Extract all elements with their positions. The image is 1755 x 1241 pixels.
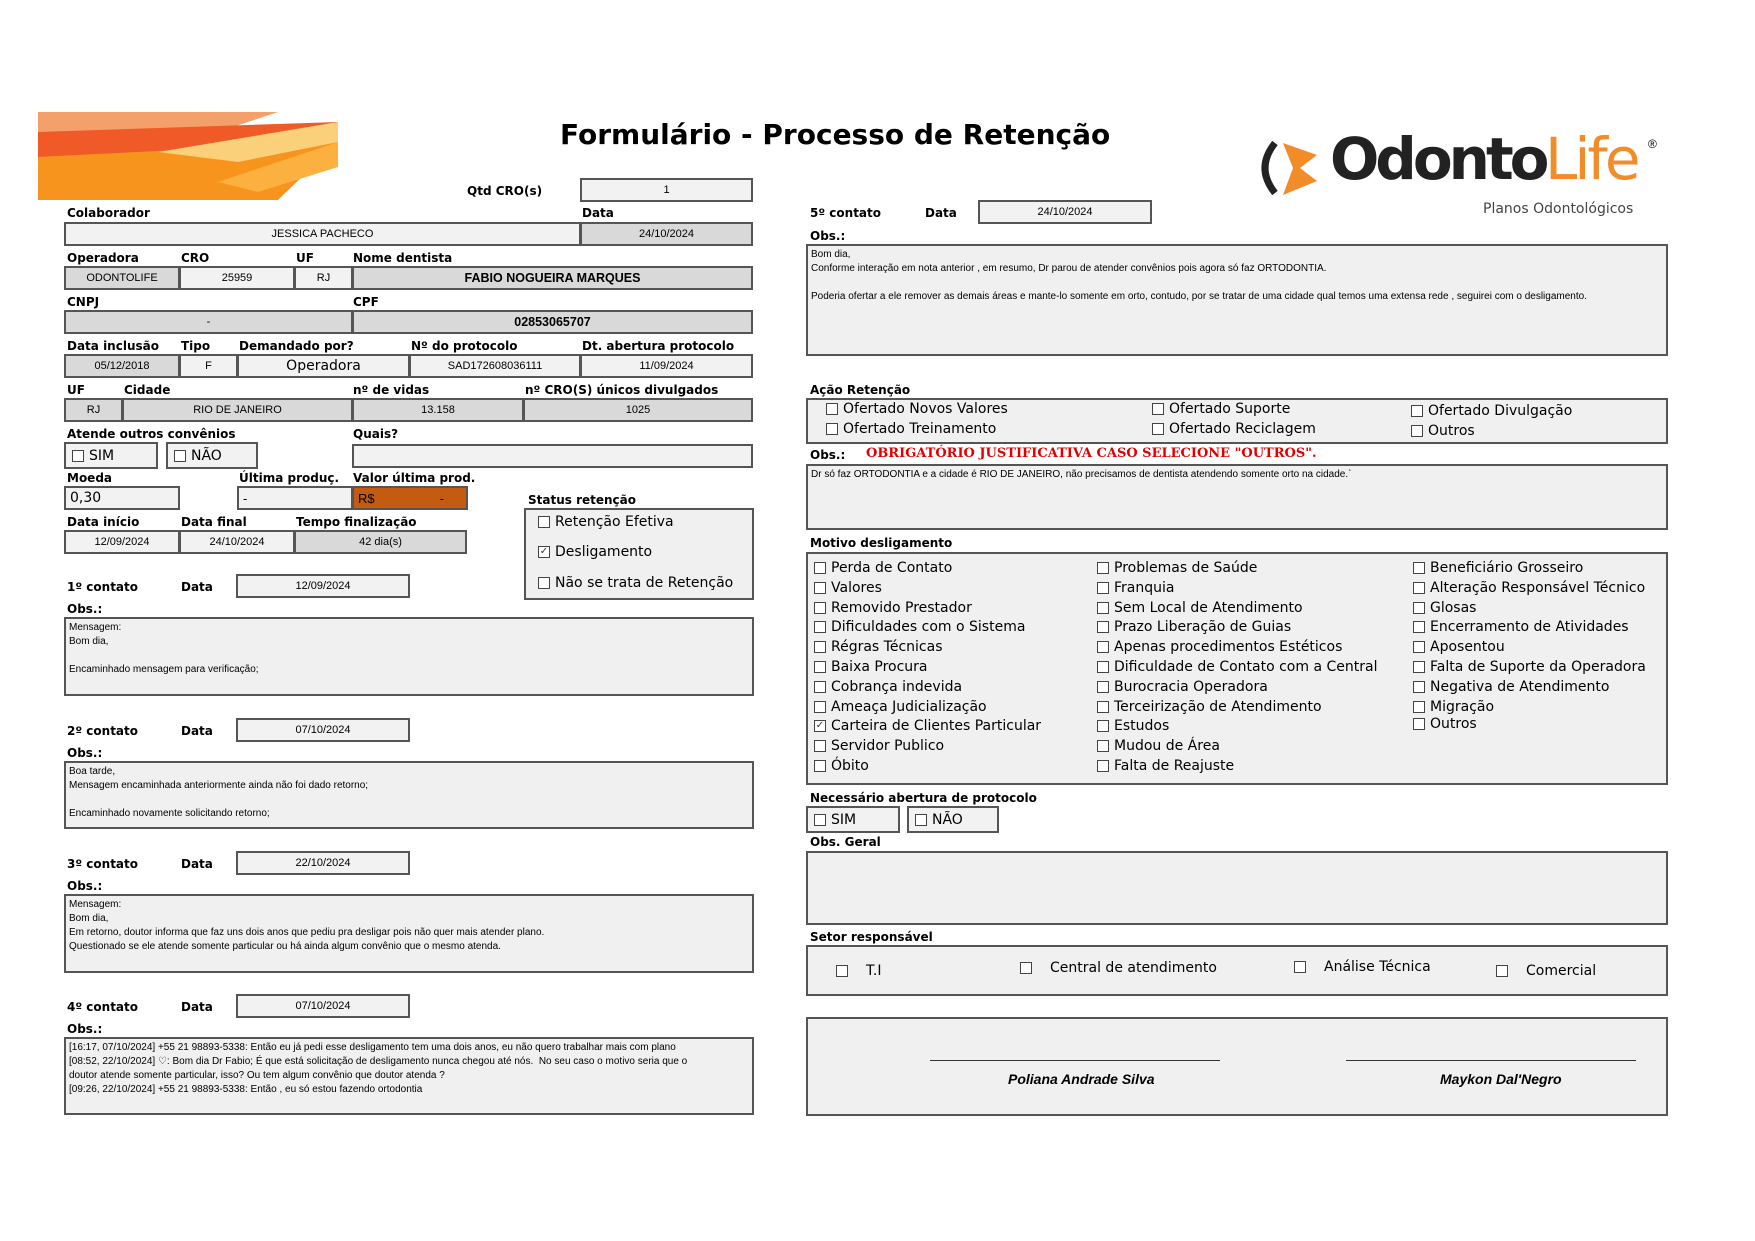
dt-abertura-label: Dt. abertura protocolo (582, 339, 735, 353)
data-label: Data (582, 206, 614, 220)
motivo-label: Outros (1430, 716, 1477, 733)
contato-obs-field[interactable]: Mensagem: Bom dia, Encaminhado mensagem para verificação; (64, 617, 754, 696)
motivo-option[interactable] (1097, 718, 1377, 738)
contato-data-label: Data (181, 724, 213, 738)
status-label: Retenção Efetiva (555, 514, 674, 530)
motivo-label: Removido Prestador (831, 599, 972, 616)
cnpj-field[interactable]: - (64, 310, 353, 334)
motivo-label: Glosas (1430, 599, 1477, 616)
signature-name: Poliana Andrade Silva (1008, 1071, 1155, 1087)
protocolo-nao-label: NÃO (932, 811, 963, 828)
motivo-option[interactable] (1097, 560, 1377, 580)
motivo-option[interactable] (814, 659, 1041, 679)
signature-line (1346, 1060, 1636, 1061)
motivo-label: Valores (831, 579, 882, 596)
motivo-desligamento-label: Motivo desligamento (810, 536, 953, 550)
motivo-option[interactable] (1413, 716, 1646, 736)
acao-option[interactable] (1152, 401, 1290, 417)
valor-currency: R$ (358, 490, 375, 506)
page-title: Formulário - Processo de Retenção (560, 118, 1111, 151)
motivo-label: Burocracia Operadora (1114, 678, 1268, 695)
setor-responsavel-group (806, 945, 1668, 996)
motivo-checkbox[interactable] (814, 641, 826, 653)
motivo-label: Perda de Contato (831, 560, 953, 576)
motivo-option[interactable] (814, 560, 1041, 580)
contato5-data-field[interactable]: 24/10/2024 (978, 200, 1152, 224)
setor-label: Central de atendimento (1050, 960, 1217, 976)
status-option[interactable] (538, 544, 652, 560)
motivo-checkbox[interactable] (1413, 681, 1425, 693)
quais-field[interactable] (352, 444, 753, 468)
motivo-option[interactable] (814, 679, 1041, 699)
logo-text-odonto: Odonto (1330, 125, 1546, 193)
motivo-label: Problemas de Saúde (1114, 560, 1258, 576)
contato-obs-field[interactable]: Mensagem: Bom dia, Em retorno, doutor informa que faz uns dois anos que pediu pra desligar pois não quer mais atender plano. Questionado se ele atende somente particular ou há ainda algum convênio que o mesmo atenda. (64, 894, 754, 973)
tipo-field[interactable]: F (179, 354, 238, 378)
setor-responsavel-label: Setor responsável (810, 930, 933, 944)
acao-option-label: Ofertado Divulgação (1428, 403, 1573, 419)
motivo-label: Óbito (831, 757, 869, 774)
acao-checkbox[interactable] (1411, 425, 1423, 437)
motivo-checkbox[interactable] (1413, 582, 1425, 594)
contato-data-field[interactable]: 22/10/2024 (236, 851, 410, 875)
motivo-option[interactable] (814, 718, 1041, 738)
atende-nao-checkbox[interactable] (174, 450, 186, 462)
motivo-checkbox[interactable] (1097, 602, 1109, 614)
uf2-field[interactable]: RJ (64, 398, 123, 422)
protocolo-sim-label: SIM (831, 811, 857, 828)
motivo-checkbox[interactable] (1413, 661, 1425, 673)
motivo-option[interactable] (1097, 758, 1377, 778)
contato-obs-field[interactable]: [16:17, 07/10/2024] +55 21 98893-5338: Então eu já pedi esse desligamento tem uma dois anos, eu não quero trabalhar mais com plano [08:52, 22/10/2024] ♡: Bom dia Dr Fabio; É que está solicitação de desligamento nunca chegou até nós. No seu caso o motivo seria que o doutor atende somente particular, isso? Ou tem algum convênio que doutor atenda ? [09:26, 22/10/2024] +55 21 98893-5338: Então , eu só estou fazendo ortodontia (64, 1037, 754, 1115)
contato5-obs-field[interactable]: Bom dia, Conforme interação em nota anterior , em resumo, Dr parou de atender convênios pois agora só faz ORTODONTIA. Poderia ofertar a ele remover as demais áreas e mante-lo somente em orto, contudo, por se tratar de uma cidade qual temos uma extensa rede , seguirei com o desligamento. (806, 244, 1668, 356)
motivo-checkbox[interactable] (814, 701, 826, 713)
motivo-checkbox[interactable] (814, 661, 826, 673)
motivo-option[interactable] (1413, 659, 1646, 679)
cros-unicos-field[interactable]: 1025 (523, 398, 753, 422)
motivo-label: Carteira de Clientes Particular (831, 718, 1042, 735)
data-inclusao-label: Data inclusão (67, 339, 159, 353)
motivo-option[interactable] (1097, 659, 1377, 679)
colaborador-field[interactable]: JESSICA PACHECO (64, 222, 581, 246)
acao-retencao-label: Ação Retenção (810, 383, 911, 397)
colaborador-label: Colaborador (67, 206, 150, 220)
logo-subtitle: Planos Odontológicos (1483, 201, 1634, 217)
protocolo-sim-checkbox[interactable] (814, 814, 826, 826)
motivo-label: Servidor Publico (831, 738, 945, 755)
motivo-label: Alteração Responsável Técnico (1430, 579, 1646, 596)
acao-option-label: Ofertado Novos Valores (843, 401, 1008, 417)
acao-option[interactable] (1411, 423, 1475, 439)
motivo-checkbox[interactable] (1097, 701, 1109, 713)
motivo-checkbox[interactable] (814, 602, 826, 614)
data-final-label: Data final (181, 515, 247, 529)
protocolo-field[interactable]: SAD172608036111 (409, 354, 581, 378)
setor-label: Análise Técnica (1324, 959, 1431, 975)
contato-obs-field[interactable]: Boa tarde, Mensagem encaminhada anteriormente ainda não foi dado retorno; Encaminhado novamente solicitando retorno; (64, 761, 754, 829)
status-checkbox[interactable] (538, 577, 550, 589)
ultima-producao-field[interactable]: - (237, 486, 353, 510)
contato-label: 3º contato (67, 857, 139, 871)
signature-name: Maykon Dal'Negro (1440, 1071, 1562, 1087)
motivo-checkbox[interactable] (1097, 661, 1109, 673)
atende-nao-label: NÃO (191, 447, 222, 464)
motivo-option[interactable] (1097, 679, 1377, 699)
motivo-option[interactable] (1097, 619, 1377, 639)
status-checkbox[interactable] (538, 516, 550, 528)
motivo-checkbox[interactable] (1413, 641, 1425, 653)
motivo-desligamento-group (806, 552, 1668, 785)
acao-option-label: Ofertado Treinamento (843, 421, 997, 437)
setor-option[interactable] (1496, 963, 1596, 979)
operadora-field[interactable]: ODONTOLIFE (64, 266, 180, 290)
motivo-option[interactable] (1097, 580, 1377, 600)
data-inicio-field[interactable]: 12/09/2024 (64, 530, 180, 554)
motivo-label: Terceirização de Atendimento (1114, 698, 1322, 715)
contato-label: 2º contato (67, 724, 139, 738)
uf2-label: UF (67, 383, 85, 397)
data-inicio-label: Data início (67, 515, 140, 529)
acao-option[interactable] (826, 421, 996, 437)
contato-label: 1º contato (67, 580, 139, 594)
motivo-label: Aposentou (1430, 639, 1505, 656)
dt-abertura-field[interactable]: 11/09/2024 (580, 354, 753, 378)
atende-sim-checkbox[interactable] (72, 450, 84, 462)
obrigatorio-warning: OBRIGATÓRIO JUSTIFICATIVA CASO SELECIONE "OUTROS". (866, 446, 1317, 461)
acao-checkbox[interactable] (1152, 423, 1164, 435)
data-final-field[interactable]: 24/10/2024 (179, 530, 295, 554)
acao-checkbox[interactable] (1411, 405, 1423, 417)
acao-option-label: Ofertado Suporte (1169, 401, 1291, 417)
motivo-label: Franquia (1114, 579, 1175, 596)
motivo-label: Ameaça Judicialização (831, 698, 987, 715)
motivo-label: Mudou de Área (1114, 738, 1220, 755)
header-banner-graphic (38, 112, 338, 200)
motivo-option[interactable] (1097, 738, 1377, 758)
valor-ultima-label: Valor última prod. (353, 471, 476, 485)
ultima-producao-label: Última produç. (239, 471, 340, 485)
signature-line (930, 1060, 1220, 1061)
contato-obs-label: Obs.: (67, 602, 103, 616)
acao-checkbox[interactable] (826, 403, 838, 415)
moeda-label: Moeda (67, 471, 113, 485)
tempo-finalizacao-label: Tempo finalização (296, 515, 417, 529)
motivo-label: Beneficiário Grosseiro (1430, 560, 1584, 576)
acao-option[interactable] (1411, 403, 1572, 419)
acao-obs-label: Obs.: (810, 448, 846, 462)
motivo-option[interactable] (814, 600, 1041, 620)
cro-field[interactable]: 25959 (179, 266, 295, 290)
motivo-option[interactable] (814, 580, 1041, 600)
motivo-label: Régras Técnicas (831, 639, 943, 656)
nome-dentista-field[interactable]: FABIO NOGUEIRA MARQUES (352, 266, 753, 290)
motivo-checkbox[interactable] (1413, 621, 1425, 633)
contato-data-field[interactable]: 07/10/2024 (236, 718, 410, 742)
contato-obs-label: Obs.: (67, 879, 103, 893)
obs-geral-label: Obs. Geral (810, 835, 881, 849)
demandado-field[interactable]: Operadora (237, 354, 410, 378)
motivo-option[interactable] (1413, 619, 1646, 639)
operadora-label: Operadora (67, 251, 139, 265)
moeda-field[interactable]: 0,30 (64, 486, 180, 510)
cidade-label: Cidade (124, 383, 171, 397)
motivo-option[interactable] (1097, 600, 1377, 620)
protocolo-sim-option[interactable] (806, 806, 900, 833)
acao-option-label: Ofertado Reciclagem (1169, 421, 1316, 437)
acao-retencao-group (806, 398, 1668, 444)
nome-dentista-label: Nome dentista (353, 251, 453, 265)
uf-field[interactable]: RJ (294, 266, 353, 290)
motivo-label: Negativa de Atendimento (1430, 678, 1610, 695)
protocolo-nao-checkbox[interactable] (915, 814, 927, 826)
setor-checkbox[interactable] (1496, 965, 1508, 977)
motivo-checkbox[interactable] (1097, 740, 1109, 752)
motivo-option[interactable] (814, 758, 1041, 778)
setor-checkbox[interactable] (836, 965, 848, 977)
motivo-option[interactable] (1413, 679, 1646, 699)
motivo-checkbox[interactable] (1097, 621, 1109, 633)
obs-geral-field[interactable] (806, 851, 1668, 925)
motivo-label: Sem Local de Atendimento (1114, 599, 1303, 616)
acao-option[interactable] (826, 401, 1008, 417)
contato5-data-label: Data (925, 206, 957, 220)
valor-amount: - (439, 490, 444, 506)
motivo-label: Prazo Liberação de Guias (1114, 619, 1292, 636)
protocolo-nao-option[interactable] (907, 806, 999, 833)
acao-obs-field[interactable]: Dr só faz ORTODONTIA e a cidade é RIO DE JANEIRO, não precisamos de dentista atendendo somente orto na cidade.` (806, 464, 1668, 530)
motivo-checkbox[interactable] (1413, 701, 1425, 713)
motivo-label: Apenas procedimentos Estéticos (1114, 639, 1343, 656)
motivo-checkbox[interactable] (1413, 602, 1425, 614)
setor-checkbox[interactable] (1294, 961, 1306, 973)
status-label: Desligamento (555, 544, 653, 560)
odontolife-logo (1255, 125, 1655, 225)
motivo-label: Estudos (1114, 718, 1170, 735)
cros-unicos-label: nº CRO(S) únicos divulgados (525, 383, 719, 397)
status-retencao-group (524, 508, 754, 600)
motivo-checkbox[interactable] (1097, 641, 1109, 653)
contato-data-field[interactable]: 07/10/2024 (236, 994, 410, 1018)
logo-registered: ® (1648, 137, 1657, 151)
motivo-column-1 (814, 560, 1041, 778)
motivo-label: Dificuldades com o Sistema (831, 619, 1026, 636)
contato-data-label: Data (181, 857, 213, 871)
motivo-label: Dificuldade de Contato com a Central (1114, 658, 1378, 675)
motivo-checkbox[interactable] (1097, 760, 1109, 772)
motivo-checkbox[interactable] (1097, 582, 1109, 594)
data-inclusao-field[interactable]: 05/12/2018 (64, 354, 180, 378)
atende-sim-label: SIM (89, 447, 115, 464)
motivo-label: Falta de Suporte da Operadora (1430, 658, 1646, 675)
motivo-option[interactable] (814, 699, 1041, 719)
motivo-checkbox[interactable] (1413, 718, 1425, 730)
motivo-option[interactable] (814, 639, 1041, 659)
quais-label: Quais? (353, 427, 399, 441)
vidas-field[interactable]: 13.158 (352, 398, 524, 422)
setor-label: T.I (866, 963, 882, 979)
tempo-finalizacao-field[interactable]: 42 dia(s) (294, 530, 467, 554)
acao-checkbox[interactable] (1152, 403, 1164, 415)
motivo-column-2 (1097, 560, 1377, 778)
status-option[interactable] (538, 575, 733, 591)
valor-ultima-field[interactable] (352, 486, 468, 510)
setor-checkbox[interactable] (1020, 962, 1032, 974)
setor-option[interactable] (1020, 960, 1217, 976)
cidade-field[interactable]: RIO DE JANEIRO (122, 398, 353, 422)
motivo-checkbox[interactable] (814, 760, 826, 772)
motivo-option[interactable] (814, 738, 1041, 758)
logo-mark-icon (1255, 133, 1325, 203)
motivo-column-3 (1413, 560, 1646, 736)
signature-box (806, 1017, 1668, 1116)
contato5-obs-label: Obs.: (810, 229, 846, 243)
motivo-option[interactable] (1413, 560, 1646, 580)
motivo-option[interactable] (1413, 600, 1646, 620)
motivo-option[interactable] (1413, 580, 1646, 600)
motivo-checkbox[interactable] (814, 740, 826, 752)
motivo-checkbox[interactable] (814, 681, 826, 693)
data-field[interactable]: 24/10/2024 (580, 222, 753, 246)
contato-obs-label: Obs.: (67, 746, 103, 760)
protocolo-necessario-label: Necessário abertura de protocolo (810, 791, 1037, 805)
atende-nao-option[interactable] (166, 442, 258, 469)
cnpj-label: CNPJ (67, 295, 100, 309)
cpf-field[interactable]: 02853065707 (352, 310, 753, 334)
setor-option[interactable] (836, 963, 881, 979)
cro-label: CRO (181, 251, 210, 265)
motivo-label: Cobrança indevida (831, 678, 963, 695)
contato-obs-label: Obs.: (67, 1022, 103, 1036)
motivo-checkbox[interactable] (1097, 720, 1109, 732)
contato-label: 4º contato (67, 1000, 139, 1014)
motivo-checkbox[interactable] (814, 562, 826, 574)
uf-label: UF (296, 251, 314, 265)
contato5-label: 5º contato (810, 206, 882, 220)
vidas-label: nº de vidas (353, 383, 430, 397)
motivo-option[interactable] (1413, 639, 1646, 659)
tipo-label: Tipo (181, 339, 211, 353)
acao-checkbox[interactable] (826, 423, 838, 435)
motivo-label: Migração (1430, 698, 1495, 715)
atende-convenios-label: Atende outros convênios (67, 427, 236, 441)
motivo-checkbox[interactable] (814, 582, 826, 594)
motivo-checkbox[interactable] (1097, 681, 1109, 693)
qtd-cro-label: Qtd CRO(s) (467, 184, 543, 198)
motivo-checkbox[interactable] (1097, 562, 1109, 574)
acao-option[interactable] (1152, 421, 1316, 437)
motivo-checkbox[interactable] (814, 621, 826, 633)
cpf-label: CPF (353, 295, 379, 309)
status-checkbox[interactable]: ✓ (539, 546, 549, 557)
contato-data-field[interactable]: 12/09/2024 (236, 574, 410, 598)
qtd-cro-field[interactable]: 1 (580, 178, 753, 202)
demandado-label: Demandado por? (239, 339, 354, 353)
motivo-option[interactable] (1097, 699, 1377, 719)
motivo-option[interactable] (814, 619, 1041, 639)
motivo-label: Baixa Procura (831, 658, 928, 675)
atende-sim-option[interactable] (64, 442, 158, 469)
motivo-option[interactable] (1097, 639, 1377, 659)
motivo-checkbox[interactable] (1413, 562, 1425, 574)
setor-label: Comercial (1526, 963, 1597, 979)
motivo-option[interactable] (1413, 699, 1646, 717)
motivo-checkbox[interactable]: ✓ (815, 720, 825, 732)
logo-text-life: Life (1545, 125, 1638, 193)
motivo-label: Encerramento de Atividades (1430, 619, 1629, 636)
setor-option[interactable] (1294, 959, 1431, 975)
contato-data-label: Data (181, 580, 213, 594)
status-option[interactable] (538, 514, 674, 530)
contato-data-label: Data (181, 1000, 213, 1014)
status-label: Não se trata de Retenção (555, 575, 734, 591)
status-retencao-label: Status retenção (528, 493, 637, 507)
motivo-label: Falta de Reajuste (1114, 757, 1235, 774)
protocolo-label: Nº do protocolo (411, 339, 518, 353)
acao-option-label: Outros (1428, 423, 1475, 439)
